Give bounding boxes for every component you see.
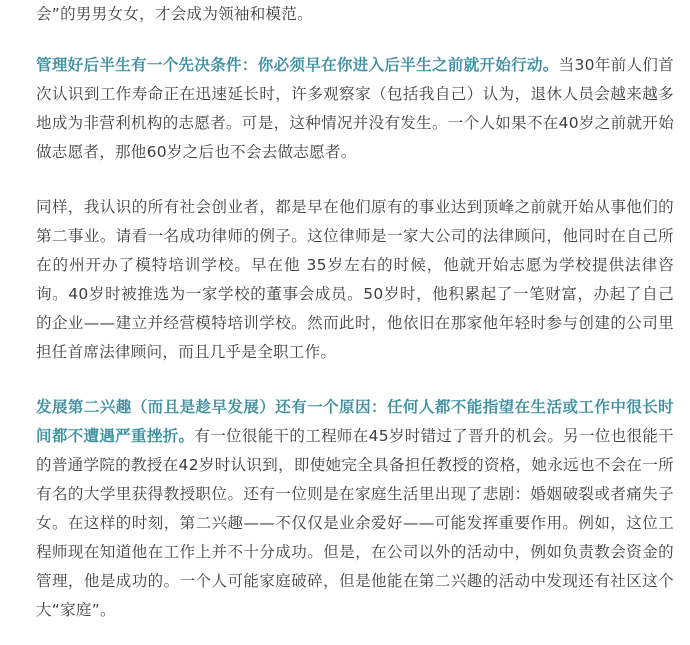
paragraph-body-text: 同样，我认识的所有社会创业者，都是早在他们原有的事业达到顶峰之前就开始从事他们的第二事业。请看一名成功律师的例子。这位律师是一家大公司的法律顾问，他同时在自己所在的州开办了模特培训学校。早在他 35岁左右的时候，他就开始志愿为学校提供法律咨询。40岁时被推选为一家学校的董事会成员。50岁时，他积累起了一笔财富，办起了自己的企业——建立并经营模特培训学校。然而此时，他依旧在那家他年轻时参与创建的公司里担任首席法律顾问，而且几乎是全职工作。	[36, 198, 674, 361]
previous-paragraph-ending: 会”的男男女女，才会成为领袖和模范。	[36, 5, 313, 23]
paragraph-body-text: 有一位很能干的工程师在45岁时错过了晋升的机会。另一位也很能干的普通学院的教授在42岁时认识到，即使她完全具备担任教授的资格，她永远也不会在一所有名的大学里获得教授职位。还有一位则是在家庭生活里出现了悲剧：婚姻破裂或者痛失子女。在这样的时刻，第二兴趣——不仅仅是业余爱好——可能发挥重要作用。例如，这位工程师现在知道他在工作上并不十分成功。但是，在公司以外的活动中，例如负责教会资金的管理，他是成功的。一个人可能家庭破碎，但是他能在第二兴趣的活动中发现还有社区这个大“家庭”。	[36, 427, 674, 619]
highlighted-lead-sentence: 管理好后半生有一个先决条件：你必须早在你进入后半生之前就开始行动。	[36, 56, 559, 74]
paragraph-prepare-second-half	[36, 51, 674, 167]
highlighted-lead-sentence: 发展第二兴趣（而且是趁早发展）还有一个原因：任何人都不能指望在生活或工作中很长时间都不遭遇严重挫折。	[36, 398, 674, 445]
paragraph-body-text: 当30年前人们首次认识到工作寿命正在迅速延长时，许多观察家（包括我自己）认为，退休人员会越来越多地成为非营利机构的志愿者。可是，这种情况并没有发生。一个人如果不在40岁之前就开始做志愿者，那他60岁之后也不会去做志愿者。	[36, 56, 675, 161]
paragraph-second-interest	[36, 393, 674, 625]
paragraph-social-entrepreneurs	[36, 193, 674, 367]
